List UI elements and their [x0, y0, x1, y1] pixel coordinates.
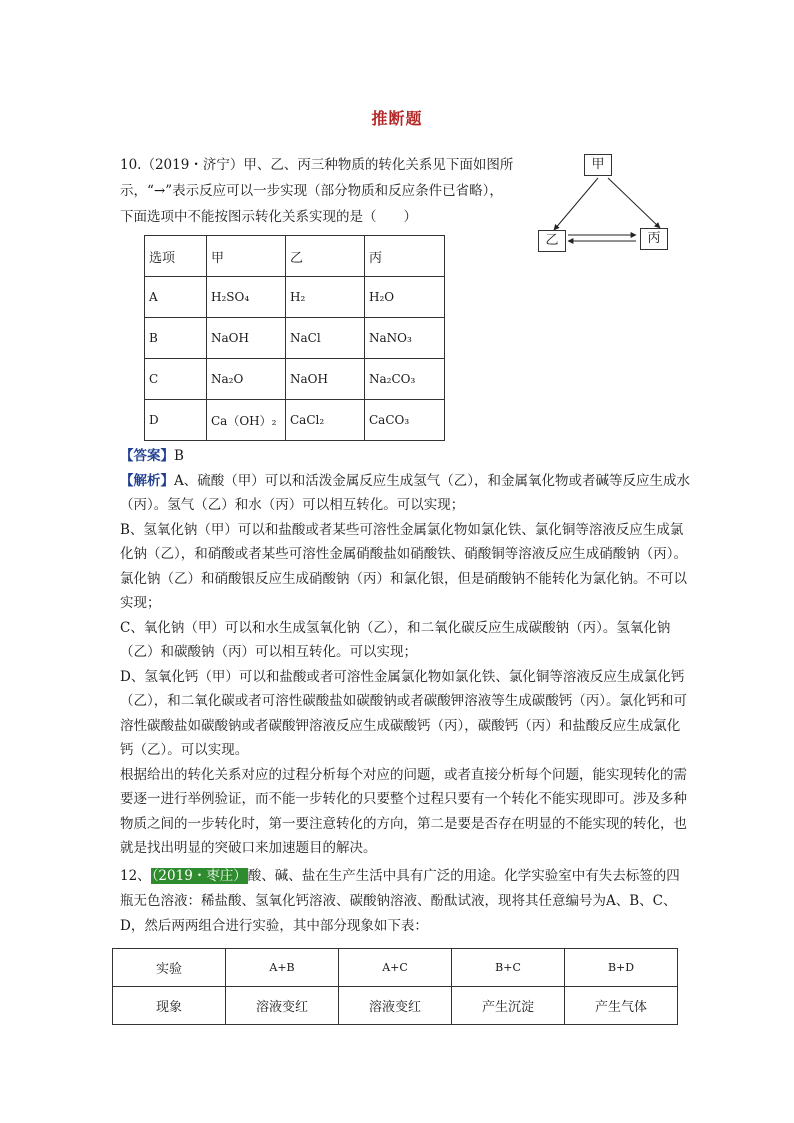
analysis-paragraph: C、氧化钠（甲）可以和水生成氢氧化钠（乙），和二氧化碳反应生成碳酸钠（丙）。氢氧化钠（乙）和碳酸钠（丙）可以相互转化。可以实现； — [120, 619, 671, 660]
analysis-paragraph — [120, 469, 690, 518]
question-12-body: 酸、碱、盐在生产生活中具有广泛的用途。化学实验室中有失去标签的四瓶无色溶液：稀盐酸、氢氧化钙溶液、碳酸钠溶液、酚酞试液，现将其任意编号为A、B、C、D，然后两两组合进行实验，其中部分现象如下表： — [120, 868, 680, 934]
table-cell: B+D — [565, 949, 678, 987]
table-cell: 溶液变红 — [226, 987, 339, 1025]
node-jia: 甲 — [584, 154, 612, 176]
options-table — [144, 235, 445, 441]
answer-label: 【答案】 — [120, 448, 174, 464]
table-row — [145, 318, 445, 359]
node-yi: 乙 — [538, 230, 566, 252]
table-cell: 产生气体 — [565, 987, 678, 1025]
question-12-number: 12、 — [120, 868, 151, 884]
question-12-source: （2019・枣庄） — [151, 868, 247, 884]
answer-analysis — [120, 444, 690, 861]
arrow-jia-yi — [554, 178, 598, 230]
experiment-table — [112, 948, 678, 1025]
table-cell: NaOH — [207, 318, 286, 359]
analysis-paragraph: D、氢氧化钙（甲）可以和盐酸或者可溶性金属氯化物如氯化铁、氯化铜等溶液反应生成氯化钙（乙），和二氧化碳或者可溶性碳酸盐如碳酸钠或者碳酸钾溶液等生成碳酸钙（丙）。氯化钙和可溶性碳酸盐如碳酸钠或者碳酸钾溶液反应生成碳酸钙（丙），碳酸钙（丙）和盐酸反应生成氯化钙（乙）。可以实现。 — [120, 668, 687, 758]
table-cell: CaCO₃ — [365, 400, 445, 441]
table-cell: NaOH — [286, 359, 365, 400]
table-row — [145, 359, 445, 400]
question-10-line-1: 10.（2019・济宁）甲、乙、丙三种物质的转化关系见下面如图所 — [120, 157, 514, 173]
question-10 — [120, 152, 540, 230]
table-cell: NaCl — [286, 318, 365, 359]
table-cell: CaCl₂ — [286, 400, 365, 441]
table-cell: Ca（OH）₂ — [207, 400, 286, 441]
question-12 — [120, 864, 690, 939]
table-cell: A+B — [226, 949, 339, 987]
header-cell: 选项 — [145, 236, 207, 277]
table-cell: H₂SO₄ — [207, 277, 286, 318]
table-cell: B+C — [452, 949, 565, 987]
option-label: A — [145, 277, 207, 318]
answer-line — [120, 444, 690, 469]
table-cell: NaNO₃ — [365, 318, 445, 359]
analysis-paragraph: B、氢氧化钠（甲）可以和盐酸或者某些可溶性金属氯化物如氯化铁、氯化铜等溶液反应生成氯化钠（乙），和硝酸或者某些可溶性金属硝酸盐如硝酸铁、硝酸铜等溶液反应生成硝酸钠（丙）。氯化钠（乙）和硝酸银反应生成硝酸钠（丙）和氯化银，但是硝酸钠不能转化为氯化钠。不可以实现； — [120, 521, 687, 611]
header-cell: 甲 — [207, 236, 286, 277]
option-label: D — [145, 400, 207, 441]
question-12-text — [120, 864, 690, 939]
table-cell: A+C — [339, 949, 452, 987]
table-cell: H₂ — [286, 277, 365, 318]
answer-value: B — [174, 448, 184, 464]
header-cell: 丙 — [365, 236, 445, 277]
analysis-label: 【解析】 — [120, 472, 174, 489]
node-bing: 丙 — [640, 228, 668, 250]
table-cell: 现象 — [113, 987, 226, 1025]
table-cell: Na₂CO₃ — [365, 359, 445, 400]
options-header-row — [145, 236, 445, 277]
table-row — [145, 400, 445, 441]
table-row — [113, 987, 678, 1025]
arrow-jia-bing — [608, 178, 660, 228]
table-cell: H₂O — [365, 277, 445, 318]
conversion-diagram — [536, 150, 686, 260]
analysis-text: A、硫酸（甲）可以和活泼金属反应生成氢气（乙），和金属氧化物或者碱等反应生成水（丙）。氢气（乙）和水（丙）可以相互转化。可以实现； — [120, 472, 690, 513]
header-cell: 乙 — [286, 236, 365, 277]
question-10-line-3: 下面选项中不能按图示转化关系实现的是（ ） — [120, 209, 417, 225]
table-cell: 溶液变红 — [339, 987, 452, 1025]
table-row — [113, 949, 678, 987]
table-cell: Na₂O — [207, 359, 286, 400]
option-label: B — [145, 318, 207, 359]
question-10-line-2: 示，“→”表示反应可以一步实现（部分物质和反应条件已省略）， — [120, 183, 503, 199]
table-cell: 实验 — [113, 949, 226, 987]
table-cell: 产生沉淀 — [452, 987, 565, 1025]
option-label: C — [145, 359, 207, 400]
table-row — [145, 277, 445, 318]
page-title: 推断题 — [371, 109, 423, 128]
analysis-paragraph: 根据给出的转化关系对应的过程分析每个对应的问题，或者直接分析每个问题，能实现转化的需要逐一进行举例验证，而不能一步转化的只要整个过程只要有一个转化不能实现即可。涉及多种物质之间的一步转化时，第一要注意转化的方向，第二是要是否存在明显的不能实现的转化，也就是找出明显的突破口来加速题目的解决。 — [120, 766, 687, 856]
